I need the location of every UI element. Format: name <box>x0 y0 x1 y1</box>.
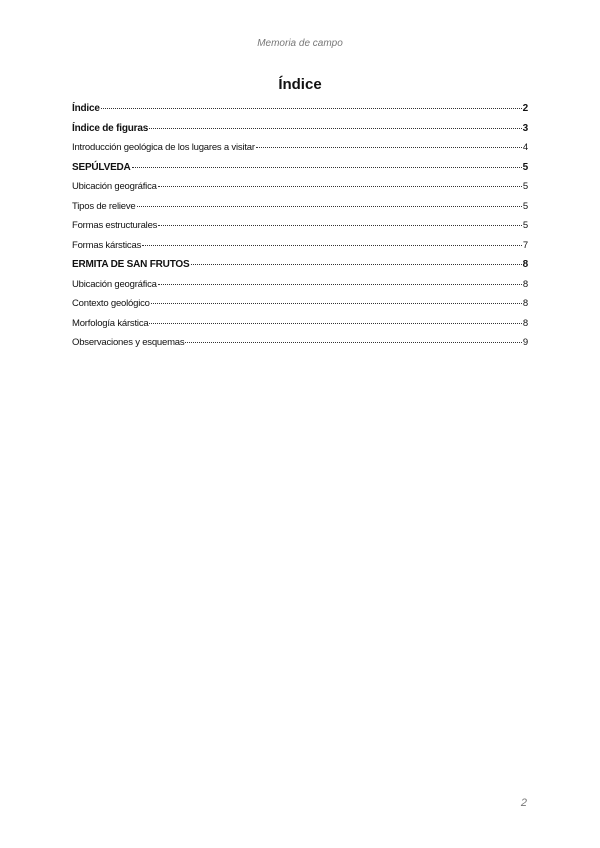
toc-entry-label: Formas kársticas <box>72 239 142 251</box>
dot-leader <box>185 341 521 343</box>
toc-entry[interactable] <box>72 181 528 201</box>
toc-entry[interactable] <box>72 201 528 221</box>
toc-entry-label: Introducción geológica de los lugares a visitar <box>72 142 255 153</box>
toc-entry-page: 3 <box>522 122 528 134</box>
toc-entry-page: 7 <box>522 239 528 251</box>
toc-entry-page: 8 <box>522 259 528 270</box>
toc-entry[interactable] <box>72 220 528 240</box>
toc-entry-page: 5 <box>522 200 528 212</box>
toc-entry-page: 5 <box>522 181 528 192</box>
toc-entry-label: Formas estructurales <box>72 220 158 231</box>
toc-entry-page: 5 <box>522 220 528 231</box>
toc-entry[interactable] <box>72 103 528 123</box>
toc-entry-label: Índice <box>72 103 100 114</box>
toc-entry-label: Contexto geológico <box>72 298 150 309</box>
dot-leader <box>149 127 522 129</box>
toc-entry-page: 8 <box>522 278 528 290</box>
toc-entry-page: 2 <box>522 103 528 114</box>
toc-entry[interactable] <box>72 337 528 357</box>
dot-leader <box>132 166 522 168</box>
table-of-contents <box>72 103 528 357</box>
page-title: Índice <box>278 76 322 93</box>
toc-entry-label: Morfología kárstica <box>72 317 149 329</box>
toc-entry-page: 8 <box>522 317 528 329</box>
toc-entry-page: 4 <box>522 142 528 153</box>
toc-entry[interactable] <box>72 123 528 143</box>
dot-leader <box>191 263 522 265</box>
toc-entry-page: 9 <box>522 337 528 348</box>
toc-entry[interactable] <box>72 162 528 182</box>
toc-entry-page: 8 <box>522 298 528 309</box>
dot-leader <box>158 283 522 285</box>
toc-entry-label: Ubicación geográfica <box>72 278 157 290</box>
toc-entry-label: ERMITA DE SAN FRUTOS <box>72 259 190 270</box>
toc-entry[interactable] <box>72 298 528 318</box>
dot-leader <box>142 244 522 246</box>
toc-entry-label: Índice de figuras <box>72 122 149 134</box>
toc-entry[interactable] <box>72 142 528 162</box>
toc-entry-label: Tipos de relieve <box>72 200 136 212</box>
toc-entry-label: Observaciones y esquemas <box>72 337 185 348</box>
toc-entry-label: Ubicación geográfica <box>72 181 157 192</box>
dot-leader <box>149 322 521 324</box>
toc-entry-page: 5 <box>522 161 528 173</box>
running-header: Memoria de campo <box>257 38 343 49</box>
dot-leader <box>151 302 522 304</box>
dot-leader <box>158 185 522 187</box>
dot-leader <box>158 224 522 226</box>
toc-entry-label: SEPÚLVEDA <box>72 161 131 173</box>
dot-leader <box>101 107 522 109</box>
toc-entry[interactable] <box>72 240 528 260</box>
toc-entry[interactable] <box>72 279 528 299</box>
page-number: 2 <box>520 797 527 809</box>
dot-leader <box>137 205 522 207</box>
dot-leader <box>256 146 522 148</box>
toc-entry[interactable] <box>72 318 528 338</box>
toc-entry[interactable] <box>72 259 528 279</box>
